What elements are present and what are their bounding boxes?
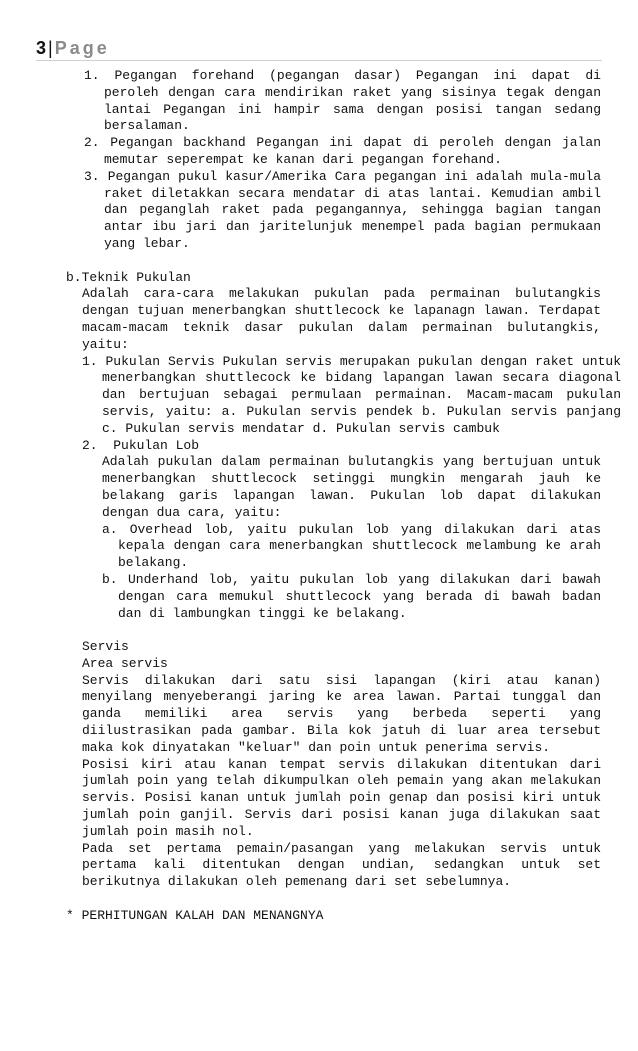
grip-item-3: 3. Pegangan pukul kasur/Amerika Cara pegangan ini adalah mula-mula raket diletakkan secara mendatar di atas lantai. Kemudian ambil dan peganglah raket pada pegangannya, sehingga bagian tangan antar ibu jari dan jaritelunjuk menempel pada bagian permukaan yang lebar. bbox=[84, 168, 601, 251]
servis-item: 1. Pukulan Servis Pukulan servis merupakan pukulan dengan raket untuk menerbangkan shuttlecock ke bidang lapangan lawan secara diagonal dan bertujuan sebagai permulaan permainan. Macam-macam pukulan servis, yaitu: a. Pukulan servis pendek b. Pukulan servis panjang c. Pukulan servis mendatar d. Pukulan servis cambuk bbox=[82, 353, 621, 436]
grip-item-1: 1. Pegangan forehand (pegangan dasar) Pegangan ini dapat di peroleh dengan cara mendirikan raket yang sisinya tegak dengan lantai Pegangan ini hampir sama dengan posisi tangan sedang bersalaman. bbox=[84, 68, 601, 134]
servis-subtitle: Area servis bbox=[82, 655, 168, 671]
lob-title: 2. Pukulan Lob bbox=[82, 437, 200, 453]
grip-list bbox=[84, 68, 601, 253]
header-separator: | bbox=[48, 38, 53, 58]
servis-paragraph-1: Servis dilakukan dari satu sisi lapangan (kiri atau kanan) menyilang menyeberangi jaring ke area lawan. Partai tunggal dan ganda memiliki area servis yang berbeda seperti yang diilustrasikan pada gambar. Bila kok jatuh di luar area tersebut maka kok dinyatakan "keluar" dan poin untuk penerima servis. bbox=[82, 672, 601, 755]
lob-text: Adalah pukulan dalam permainan bulutangkis yang bertujuan untuk menerbangkan shuttlecock setinggi mungkin mengarah jauh ke belakang garis lapangan lawan. Pukulan lob dapat dilakukan dengan dua cara, yaitu: bbox=[102, 454, 601, 520]
lob-option-a: a. Overhead lob, yaitu pukulan lob yang dilakukan dari atas kepala dengan cara menerbangkan shuttlecock melambung ke arah belakang. bbox=[102, 521, 601, 571]
servis-section bbox=[82, 639, 601, 891]
page-label: Page bbox=[54, 38, 110, 58]
document-body bbox=[0, 68, 638, 925]
servis-paragraph-2: Posisi kiri atau kanan tempat servis dilakukan ditentukan dari jumlah poin yang telah dikumpulkan oleh pemain yang akan melakukan servis. Posisi kanan untuk jumlah poin genap dan posisi kiri untuk jumlah poin ganjil. Servis dari posisi kanan juga dilakukan saat jumlah poin masih nol. bbox=[82, 756, 601, 839]
servis-title: Servis bbox=[82, 639, 129, 655]
teknik-heading: b.Teknik Pukulan bbox=[66, 269, 191, 285]
grip-item-2: 2. Pegangan backhand Pegangan ini dapat di peroleh dengan jalan memutar seperempat ke kanan dari pegangan forehand. bbox=[84, 135, 601, 167]
footer-heading: * PERHITUNGAN KALAH DAN MENANGNYA bbox=[66, 907, 324, 923]
lob-option-b: b. Underhand lob, yaitu pukulan lob yang dilakukan dari bawah dengan cara memukul shuttlecock yang berada di bawah badan dan di lambungkan tinggi ke belakang. bbox=[102, 571, 601, 621]
servis-paragraph-3: Pada set pertama pemain/pasangan yang melakukan servis untuk pertama kali ditentukan dengan undian, sedangkan untuk set berikutnya dilakukan oleh pemenang dari set sebelumnya. bbox=[82, 840, 601, 890]
teknik-intro: Adalah cara-cara melakukan pukulan pada permainan bulutangkis dengan tujuan menerbangkan shuttlecock ke lapanagn lawan. Terdapat macam-macam teknik dasar pukulan dalam permainan bulutangkis, yaitu: bbox=[82, 286, 601, 352]
page-header bbox=[36, 38, 602, 61]
page-number: 3 bbox=[36, 38, 47, 58]
lob-item bbox=[82, 438, 601, 623]
